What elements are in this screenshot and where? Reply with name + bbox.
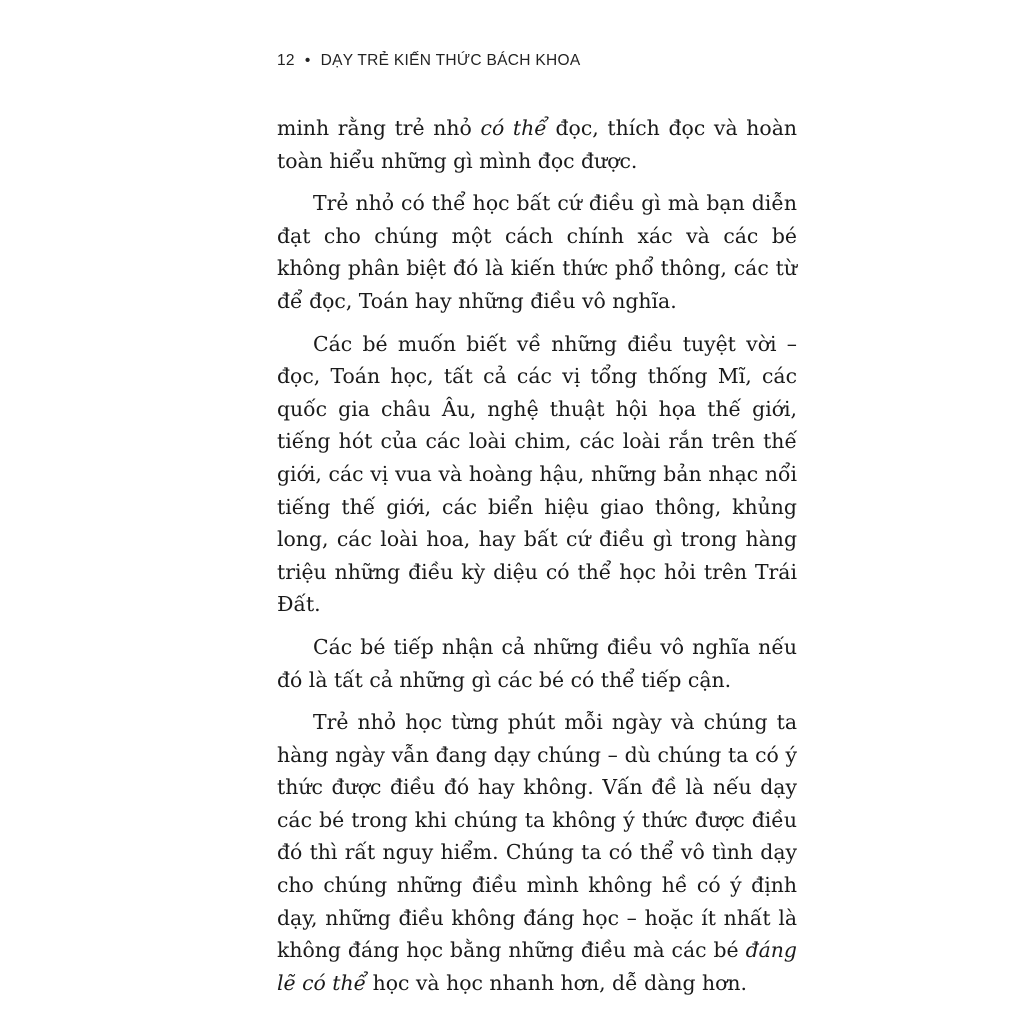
paragraph-2: Trẻ nhỏ có thể học bất cứ điều gì mà bạn diễn đạt cho chúng một cách chính xác và các bé không phân biệt đó là kiến thức phổ thông, các từ để đọc, Toán hay những điều vô nghĩa. — [277, 191, 797, 313]
paragraph-1-text-a: minh rằng trẻ nhỏ — [277, 116, 481, 140]
paragraph-1-text-b: đọc, thích đọc và hoàn toàn hiểu những gì mình đọc được. — [277, 116, 797, 173]
book-title: DẠY TRẺ KIẾN THỨC BÁCH KHOA — [320, 52, 581, 69]
page-number: 12 — [277, 52, 295, 69]
paragraph-5-text-b: học và học nhanh hơn, dễ dàng hơn. — [366, 970, 748, 995]
paragraph-3: Các bé muốn biết về những điều tuyệt vời – đọc, Toán học, tất cả các vị tổng thống Mĩ, các quốc gia châu Âu, nghệ thuật hội họa thế giới, tiếng hót của các loài chim, các loài rắn trên thế giới, các vị vua và hoàng hậu, những bản nhạc nổi tiếng thế giới, các biển hiệu giao thông, khủng long, các loài hoa, hay bất cứ điều gì trong hàng triệu những điều kỳ diệu có thể học hỏi trên Trái Đất. — [277, 331, 797, 617]
paragraph-1-emphasis: có thể — [480, 116, 547, 140]
page-body — [277, 112, 797, 1009]
running-header — [277, 52, 581, 70]
paragraph-1 — [277, 112, 797, 177]
header-separator: • — [304, 52, 311, 69]
paragraph-5-emphasis: đáng lẽ có thể — [277, 938, 797, 995]
paragraph-4: Các bé tiếp nhận cả những điều vô nghĩa nếu đó là tất cả những gì các bé có thể tiếp cận. — [277, 634, 797, 692]
paragraph-5-text-a: Trẻ nhỏ học từng phút mỗi ngày và chúng ta hàng ngày vẫn đang dạy chúng – dù chúng ta có ý thức được điều đó hay không. Vấn đề là nếu dạy các bé trong khi chúng ta không ý thức được điều đó thì rất nguy hiểm. Chúng ta có thể vô tình dạy cho chúng những điều mình không hề có ý định dạy, những điều không đáng học – hoặc ít nhất là không đáng học bằng những điều mà các bé — [277, 710, 797, 963]
paragraph-5 — [277, 706, 797, 999]
